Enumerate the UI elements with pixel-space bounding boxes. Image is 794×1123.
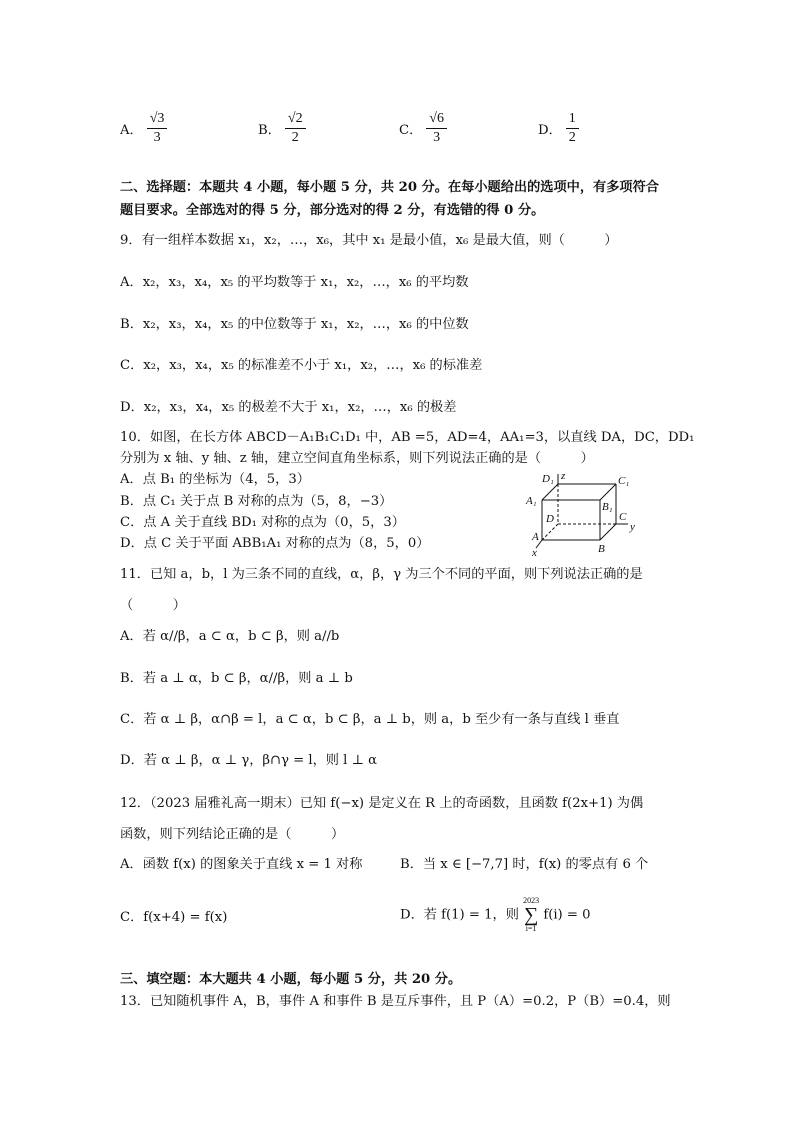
label-y: y	[630, 521, 635, 533]
q12-stem-line1: 12．（2023 届雅礼高一期末）已知 f(−x) 是定义在 R 上的奇函数，且函数 f(2x+1) 为偶	[120, 796, 644, 811]
q11-bracket: （ ）	[120, 598, 186, 613]
q11-option-c: C．若 α ⊥ β，α∩β = l，a ⊂ α，b ⊂ β，a ⊥ b，则 a，b 至少有一条与直线 l 垂直	[120, 712, 620, 727]
q8-option-b	[258, 110, 306, 147]
label-d: D	[546, 513, 554, 525]
section2-heading-line1: 二、选择题：本题共 4 小题，每小题 5 分，共 20 分。在每小题给出的选项中，有多项符合	[120, 180, 659, 195]
q12-option-a: A．函数 f(x) 的图象关于直线 x = 1 对称	[120, 857, 363, 872]
q8-option-a	[120, 110, 167, 147]
q8-option-b-numerator: √2	[285, 110, 306, 129]
q12-option-c: C．f(x+4) = f(x)	[120, 910, 228, 925]
q8-option-c	[399, 110, 447, 147]
q8-option-d-numerator: 1	[566, 110, 579, 129]
q8-option-b-denominator: 2	[291, 130, 299, 145]
section3-heading: 三、填空题：本大题共 4 小题，每小题 5 分，共 20 分。	[120, 972, 462, 987]
q8-option-a-numerator: √3	[147, 110, 168, 129]
q8-option-c-denominator: 3	[433, 130, 441, 145]
q9-option-b: B．x₂，x₃，x₄，x₅ 的中位数等于 x₁，x₂，…，x₆ 的中位数	[120, 317, 469, 332]
label-b1: B₁	[602, 501, 613, 513]
q8-option-c-numerator: √6	[426, 110, 447, 129]
q11-stem: 11．已知 a，b，l 为三条不同的直线，α，β，γ 为三个不同的平面，则下列说法正确的是	[120, 567, 643, 582]
q10-stem-line2: 分别为 x 轴、y 轴、z 轴，建立空间直角坐标系，则下列说法正确的是（ ）	[120, 451, 594, 466]
label-c1: C₁	[618, 475, 630, 487]
q9-option-c: C．x₂，x₃，x₄，x₅ 的标准差不小于 x₁，x₂，…，x₆ 的标准差	[120, 358, 483, 373]
q8-options	[120, 110, 680, 154]
q12-stem-line2: 函数，则下列结论正确的是（ ）	[120, 827, 345, 842]
label-c: C	[619, 511, 627, 523]
cuboid-figure	[524, 470, 644, 558]
q8-option-d-denominator: 2	[568, 130, 576, 145]
q8-option-d-fraction	[566, 110, 579, 147]
label-a1: A₁	[526, 495, 537, 507]
q10-option-c: C．点 A 关于直线 BD₁ 对称的点为（0，5，3）	[120, 515, 405, 530]
sigma-icon: ∑	[523, 904, 539, 926]
q12-option-d-prefix: D．若 f(1) = 1，则	[400, 907, 519, 923]
q8-option-a-label: A．	[120, 123, 143, 138]
q8-option-c-fraction	[426, 110, 447, 147]
q10-option-d: D．点 C 关于平面 ABB₁A₁ 对称的点为（8，5，0）	[120, 536, 430, 551]
q9-option-d: D．x₂，x₃，x₄，x₅ 的极差不大于 x₁，x₂，…，x₆ 的极差	[120, 400, 457, 415]
q8-option-a-denominator: 3	[153, 130, 161, 145]
label-d1: D₁	[542, 473, 554, 485]
q8-option-d-label: D．	[538, 123, 562, 138]
q9-stem: 9．有一组样本数据 x₁，x₂，…，x₆，其中 x₁ 是最小值，x₆ 是最大值，则（ ）	[120, 233, 618, 248]
q13-stem: 13．已知随机事件 A，B，事件 A 和事件 B 是互斥事件，且 P（A）=0.2，P（B）=0.4，则	[120, 994, 671, 1009]
q11-option-a: A．若 α//β，a ⊂ α，b ⊂ β，则 a//b	[120, 629, 340, 644]
sum-upper-limit: 2023	[523, 896, 540, 905]
q12-option-d	[400, 896, 591, 935]
q11-option-d: D．若 α ⊥ β，α ⊥ γ，β∩γ = l，则 l ⊥ α	[120, 753, 378, 768]
q8-option-b-label: B．	[258, 123, 281, 138]
q8-option-c-label: C．	[399, 123, 423, 138]
q11-option-b: B．若 a ⊥ α，b ⊂ β，α//β，则 a ⊥ b	[120, 671, 353, 686]
label-a: A	[532, 531, 539, 543]
sum-lower-limit: i=1	[525, 924, 537, 933]
q10-stem-line1: 10．如图，在长方体 ABCD－A₁B₁C₁D₁ 中，AB =5，AD=4，AA₁=3，以直线 DA，DC，DD₁	[120, 430, 695, 445]
q10-option-b: B．点 C₁ 关于点 B 对称的点为（5，8，−3）	[120, 494, 393, 509]
q8-option-d	[538, 110, 579, 147]
section2-heading-line2: 题目要求。全部选对的得 5 分，部分选对的得 2 分，有选错的得 0 分。	[120, 203, 545, 218]
label-z: z	[561, 470, 566, 482]
q8-option-a-fraction	[147, 110, 168, 147]
q12-option-b: B．当 x ∈ [−7,7] 时，f(x) 的零点有 6 个	[400, 857, 649, 872]
q8-option-b-fraction	[285, 110, 306, 147]
label-x: x	[532, 547, 537, 558]
q12-option-d-suffix: f(i) = 0	[543, 907, 591, 923]
q10-option-a: A．点 B₁ 的坐标为（4，5，3）	[120, 472, 310, 487]
label-b: B	[598, 543, 605, 555]
q9-option-a: A．x₂，x₃，x₄，x₅ 的平均数等于 x₁，x₂，…，x₆ 的平均数	[120, 275, 469, 290]
summation-symbol	[523, 896, 539, 934]
